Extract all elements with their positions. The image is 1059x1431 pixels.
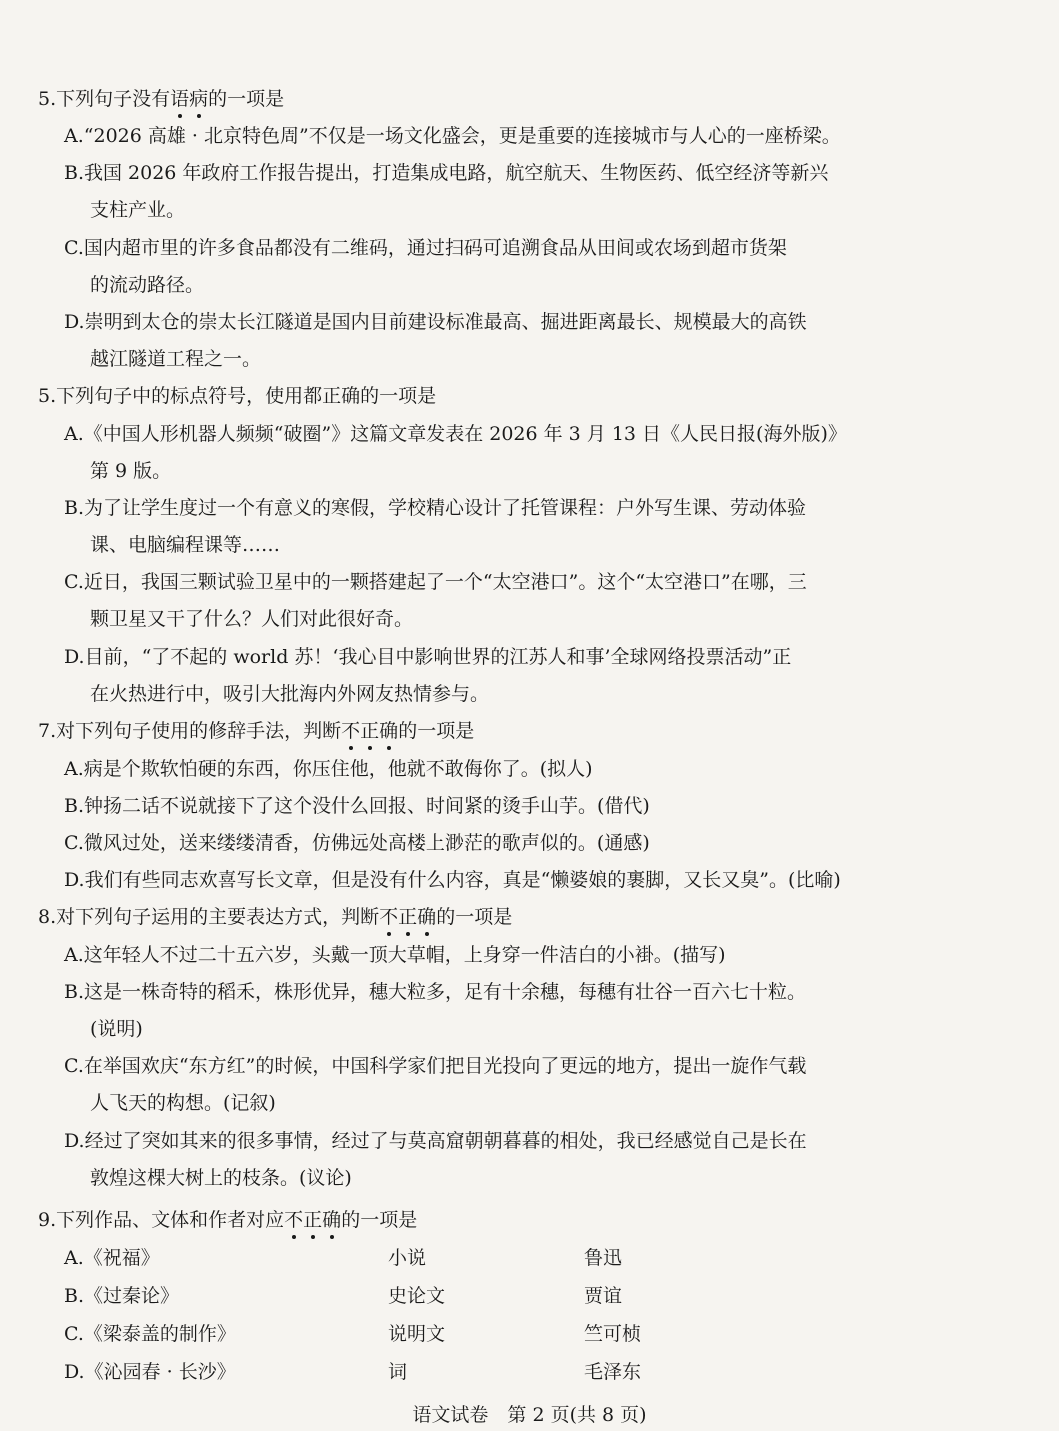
option-b: B.为了让学生度过一个有意义的寒假，学校精心设计了托管课程：户外写生课、劳动体验 bbox=[64, 497, 807, 519]
genre: 词 bbox=[388, 1361, 408, 1383]
option-c-continued: 的流动路径。 bbox=[90, 274, 205, 296]
option-c-continued: 人飞天的构想。(记叙) bbox=[90, 1092, 276, 1114]
question-stem bbox=[38, 87, 284, 111]
work-title: A.《祝福》 bbox=[64, 1247, 160, 1269]
stem-text: 9.下列作品、文体和作者对应 bbox=[38, 1209, 285, 1231]
option-a: A.病是个欺软怕硬的东西，你压住他，他就不敢侮你了。(拟人) bbox=[64, 758, 593, 780]
page-footer: 语文试卷 第 2 页(共 8 页) bbox=[412, 1404, 647, 1426]
question-stem bbox=[38, 719, 474, 743]
genre: 史论文 bbox=[388, 1285, 446, 1307]
author: 贾谊 bbox=[584, 1285, 623, 1307]
option-a-continued: 第 9 版。 bbox=[90, 460, 172, 482]
option-b-continued: 课、电脑编程课等…… bbox=[90, 534, 281, 556]
author: 毛泽东 bbox=[584, 1361, 642, 1383]
option-c: C.国内超市里的许多食品都没有二维码，通过扫码可追溯食品从田间或农场到超市货架 bbox=[64, 237, 787, 259]
work-title: D.《沁园春 · 长沙》 bbox=[64, 1361, 236, 1383]
option-b: B.我国 2026 年政府工作报告提出，打造集成电路，航空航天、生物医药、低空经济等新兴 bbox=[64, 162, 829, 184]
option-d-continued: 敦煌这棵大树上的枝条。(议论) bbox=[90, 1167, 352, 1189]
stem-text: 5.下列句子没有 bbox=[38, 88, 171, 110]
option-a: A.“2026 高雄 · 北京特色周”不仅是一场文化盛会，更是重要的连接城市与人心的一座桥梁。 bbox=[64, 125, 841, 147]
emphasis-dots: 语病 bbox=[170, 88, 209, 110]
author: 鲁迅 bbox=[584, 1247, 623, 1269]
emphasis-dots: 不正确 bbox=[284, 1209, 342, 1231]
stem-text: 的一项是 bbox=[208, 88, 285, 110]
work-title: B.《过秦论》 bbox=[64, 1285, 180, 1307]
stem-text: 的一项是 bbox=[398, 720, 475, 742]
stem-text: 的一项是 bbox=[341, 1209, 418, 1231]
emphasis-dots: 不正确 bbox=[341, 720, 399, 742]
genre: 小说 bbox=[388, 1247, 427, 1269]
option-d: D.我们有些同志欢喜写长文章，但是没有什么内容，真是“懒婆娘的裹脚，又长又臭”。(比喻) bbox=[64, 869, 841, 891]
author: 竺可桢 bbox=[584, 1323, 642, 1345]
stem-text: 7.对下列句子使用的修辞手法，判断 bbox=[38, 720, 342, 742]
option-d-continued: 越江隧道工程之一。 bbox=[90, 348, 262, 370]
question-stem: 5.下列句子中的标点符号，使用都正确的一项是 bbox=[38, 385, 437, 407]
stem-text: 8.对下列句子运用的主要表达方式，判断 bbox=[38, 906, 380, 928]
option-a: A.《中国人形机器人频频“破圈”》这篇文章发表在 2026 年 3 月 13 日《人民日报(海外版)》 bbox=[64, 423, 847, 445]
question-stem bbox=[38, 905, 512, 929]
option-b-continued: (说明) bbox=[90, 1018, 143, 1040]
genre: 说明文 bbox=[388, 1323, 446, 1345]
emphasis-dots: 不正确 bbox=[379, 906, 437, 928]
option-d: D.目前，“了不起的 world 苏！‘我心目中影响世界的江苏人和事’全球网络投票活动”正 bbox=[64, 646, 792, 668]
work-title: C.《梁泰盖的制作》 bbox=[64, 1323, 236, 1345]
option-b: B.这是一株奇特的稻禾，株形优异，穗大粒多，足有十余穗，每穗有壮谷一百六七十粒。 bbox=[64, 981, 807, 1003]
option-b: B.钟扬二话不说就接下了这个没什么回报、时间紧的烫手山芋。(借代) bbox=[64, 795, 650, 817]
option-c: C.微风过处，送来缕缕清香，仿佛远处高楼上渺茫的歌声似的。(通感) bbox=[64, 832, 650, 854]
option-a: A.这年轻人不过二十五六岁，头戴一顶大草帽，上身穿一件洁白的小褂。(描写) bbox=[64, 944, 726, 966]
option-d: D.崇明到太仓的崇太长江隧道是国内目前建设标准最高、掘进距离最长、规模最大的高铁 bbox=[64, 311, 807, 333]
option-c: C.在举国欢庆“东方红”的时候，中国科学家们把目光投向了更远的地方，提出一旋作气载 bbox=[64, 1055, 807, 1077]
option-c-continued: 颗卫星又干了什么？人们对此很好奇。 bbox=[90, 608, 414, 630]
stem-text: 的一项是 bbox=[436, 906, 513, 928]
option-d: D.经过了突如其来的很多事情，经过了与莫高窟朝朝暮暮的相处，我已经感觉自己是长在 bbox=[64, 1130, 807, 1152]
question-stem bbox=[38, 1208, 417, 1232]
option-d-continued: 在火热进行中，吸引大批海内外网友热情参与。 bbox=[90, 683, 490, 705]
option-c: C.近日，我国三颗试验卫星中的一颗搭建起了一个“太空港口”。这个“太空港口”在哪，三 bbox=[64, 571, 807, 593]
option-b-continued: 支柱产业。 bbox=[90, 199, 186, 221]
